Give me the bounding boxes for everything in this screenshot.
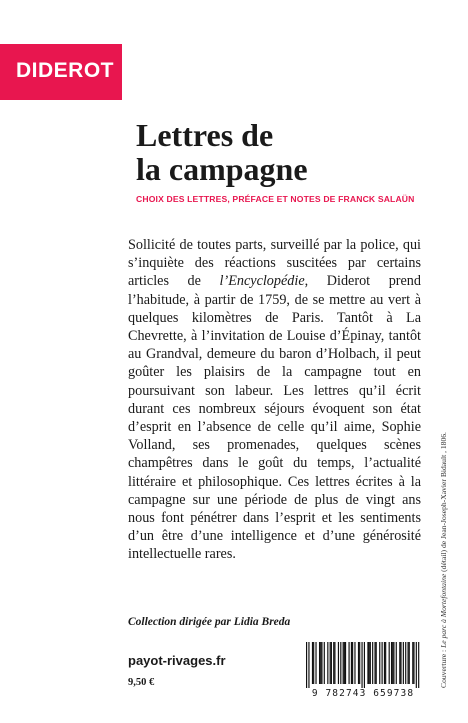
cover-credit (438, 352, 452, 688)
blurb-part-2: , Diderot prend l’habitude, à partir de 1759, de se mettre au vert à quelques kilomètres de Paris. Tantôt à La Chevrette, à l’invitation de Louise d’Épinay, tantôt au Grandval, demeure du baron d’Holbach, il peut goûter les plaisirs de la campagne tout en poursuivant son labeur. Les lettres qu’il écrit durant ces nombreux séjours évoquent son état d’esprit en l’absence de celle qu’il aime, Sophie Volland, ses promenades, quelques scènes champêtres dans le goût du temps, l’actualité littéraire et philosophique. Ces lettres écrites à la campagne sur une période de plus de vingt ans nous font pénétrer dans l’esprit et les sentiments d’un être d’une intelligence et d’une générosité intellectuelle rares. (128, 273, 421, 563)
barcode-bar (315, 642, 316, 684)
barcode-bar (407, 642, 408, 684)
barcode-bar (330, 642, 331, 684)
barcode-bar (308, 642, 309, 688)
barcode-bar (352, 642, 353, 684)
barcode-bar (379, 642, 380, 684)
barcode-bar (324, 642, 325, 684)
barcode-bar (313, 642, 314, 684)
barcode-bar (338, 642, 339, 684)
barcode-bar (418, 642, 419, 688)
isbn-number: 9 782743 659738 (311, 688, 415, 699)
collection-editor: Collection dirigée par Lidia Breda (128, 616, 291, 628)
back-cover-blurb (128, 236, 421, 564)
barcode-bar (333, 642, 334, 684)
barcode-bar (334, 642, 335, 684)
barcode-bar (321, 642, 322, 684)
book-title (136, 118, 308, 186)
barcode-bar (382, 642, 383, 684)
credit-suffix: (détail) de Jean-Joseph-Xavier Bidault , 1806. (439, 432, 448, 574)
price: 9,50 € (128, 677, 155, 688)
credit-painting-title: Le parc à Mortefontaine (439, 573, 448, 648)
book-title-line-2: la campagne (136, 151, 308, 187)
barcode-bar (370, 642, 371, 684)
barcode-bar (361, 642, 362, 688)
author-banner (0, 44, 122, 100)
barcode-bar (358, 642, 359, 684)
barcode-bar (413, 642, 414, 684)
barcode-bar (367, 642, 368, 684)
blurb-part-1: Sollicité de toutes parts, surveillé par la police, qui s’inquiète des réactions suscitées par certains articles de (128, 237, 421, 290)
barcode-bar (374, 642, 375, 684)
credit-prefix: Couverture : (439, 647, 448, 688)
barcode-bar (327, 642, 328, 684)
barcode-bar (412, 642, 413, 684)
barcode-bar (400, 642, 401, 684)
barcode-bar (416, 642, 417, 688)
publisher-website: payot-rivages.fr (128, 653, 226, 668)
barcode-bar (391, 642, 392, 684)
barcode-bar (345, 642, 346, 684)
barcode-bar (405, 642, 406, 684)
barcode-bar (343, 642, 344, 684)
barcode-bar (364, 642, 365, 688)
barcode-bar (312, 642, 313, 684)
barcode-bar (354, 642, 355, 684)
barcode-bar (403, 642, 404, 684)
barcode-bar (385, 642, 386, 684)
barcode-bar (359, 642, 360, 684)
barcode-bars (298, 642, 428, 688)
barcode-bar (344, 642, 345, 684)
barcode-bar (340, 642, 341, 684)
barcode-bar (384, 642, 385, 684)
barcode-bar (306, 642, 307, 688)
barcode-bar (351, 642, 352, 684)
barcode-bar (372, 642, 373, 684)
barcode-bar (389, 642, 390, 684)
barcode-bar (320, 642, 321, 684)
cover-credit-text (438, 352, 450, 688)
barcode-bar (319, 642, 320, 684)
barcode-bar (396, 642, 397, 684)
blurb-work-title: l’Encyclopédie (219, 273, 305, 290)
book-title-line-1: Lettres de (136, 117, 274, 153)
barcode-bar (376, 642, 377, 684)
barcode-bar (409, 642, 410, 684)
barcode-bar (369, 642, 370, 684)
editorial-credit: CHOIX DES LETTRES, PRÉFACE ET NOTES DE FRANCK SALAÜN (136, 194, 415, 204)
barcode-bar (331, 642, 332, 684)
barcode-bar (348, 642, 349, 684)
barcode-bar (399, 642, 400, 684)
barcode-bar (392, 642, 393, 684)
author-name: DIDEROT (16, 59, 114, 82)
barcode-bar (393, 642, 394, 684)
isbn-barcode (298, 642, 428, 698)
